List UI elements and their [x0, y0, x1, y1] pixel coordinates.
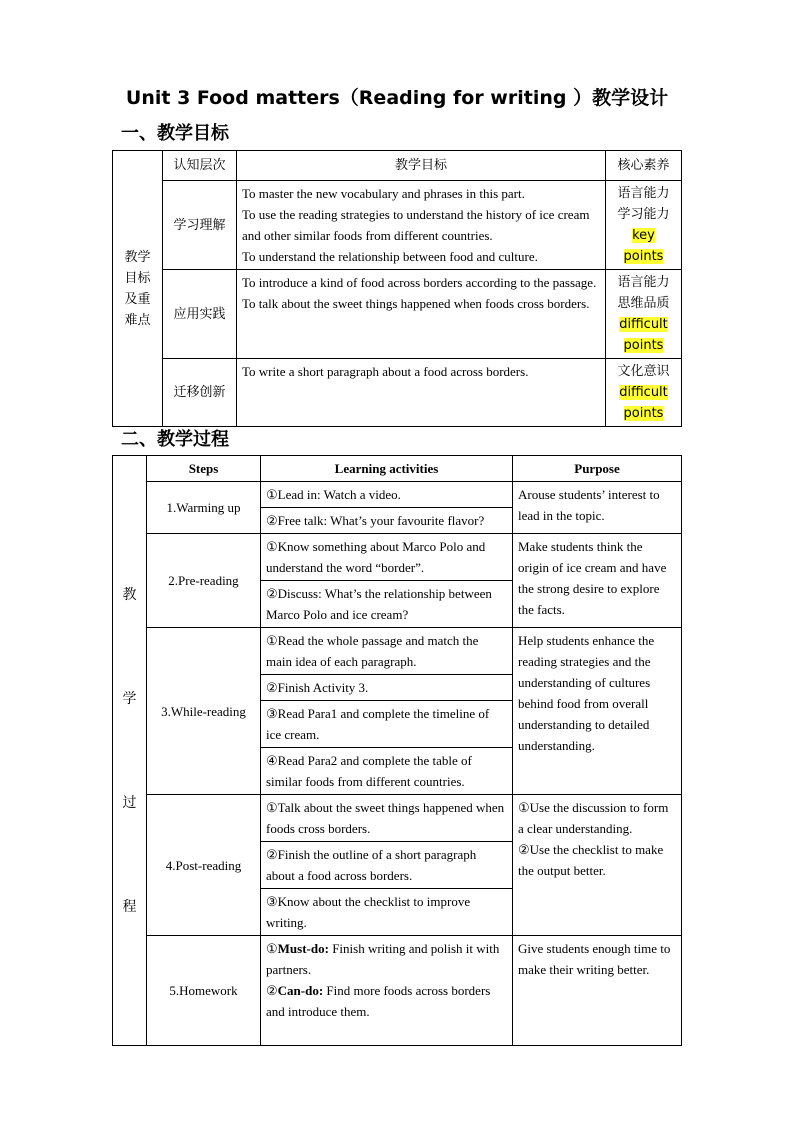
- step-name: 1.Warming up: [147, 482, 261, 534]
- homework-item: [266, 938, 507, 980]
- competency: 语言能力: [617, 275, 670, 290]
- side-label-part: 过: [122, 794, 137, 811]
- key-points-highlight: key points: [623, 228, 664, 264]
- goals-cell: [237, 359, 606, 427]
- goal-line: To use the reading strategies to understand the history of ice cream and other similar foods from different countries.: [242, 207, 590, 243]
- goals-cell: [237, 270, 606, 359]
- step-name: 3.While-reading: [147, 628, 261, 795]
- activity-cell: ③Know about the checklist to improve writing.: [261, 889, 513, 936]
- process-side-label: [113, 456, 147, 1046]
- objectives-side-label: [113, 151, 163, 427]
- activity-cell: ②Discuss: What’s the relationship between Marco Polo and ice cream?: [261, 581, 513, 628]
- homework-marker: ①: [266, 941, 278, 956]
- section-heading-objectives: 一、教学目标: [121, 123, 229, 144]
- goal-line: To master the new vocabulary and phrases in this part.: [242, 186, 525, 201]
- activity-cell: ②Free talk: What’s your favourite flavor?: [261, 508, 513, 534]
- activity-cell: ①Know something about Marco Polo and understand the word “border”.: [261, 534, 513, 581]
- goal-line: To talk about the sweet things happened when foods cross borders.: [242, 296, 590, 311]
- homework-text: Finish writing and polish it with partners.: [266, 941, 500, 977]
- level-cell: 学习理解: [163, 181, 237, 270]
- header-steps: Steps: [147, 456, 261, 482]
- competency: 学习能力: [617, 207, 670, 222]
- purpose-line: ①Use the discussion to form a clear understanding.: [518, 800, 669, 836]
- level-cell: 迁移创新: [163, 359, 237, 427]
- step-name: 2.Pre-reading: [147, 534, 261, 628]
- side-label-part: 教学: [124, 249, 151, 265]
- homework-item: [266, 980, 507, 1022]
- purpose-cell: Give students enough time to make their writing better.: [513, 936, 682, 1046]
- homework-marker: ②: [266, 983, 278, 998]
- section-heading-process: 二、教学过程: [121, 429, 229, 450]
- side-label-part: 教: [122, 586, 137, 603]
- goals-cell: [237, 181, 606, 270]
- step-name: 5.Homework: [147, 936, 261, 1046]
- header-level: 认知层次: [163, 151, 237, 181]
- header-competency: 核心素养: [606, 151, 682, 181]
- difficult-points-highlight: difficult points: [619, 385, 668, 421]
- homework-text: Find more foods across borders and introduce them.: [266, 983, 491, 1019]
- activity-cell: ②Finish Activity 3.: [261, 675, 513, 701]
- header-activities: Learning activities: [261, 456, 513, 482]
- header-purpose: Purpose: [513, 456, 682, 482]
- purpose-cell: Help students enhance the reading strategies and the understanding of cultures behind food from overall understanding to detailed understanding.: [513, 628, 682, 795]
- purpose-cell: Arouse students’ interest to lead in the topic.: [513, 482, 682, 534]
- side-label-part: 目标: [124, 270, 151, 286]
- step-name: 4.Post-reading: [147, 795, 261, 936]
- purpose-cell: [513, 795, 682, 936]
- purpose-cell: Make students think the origin of ice cream and have the strong desire to explore the facts.: [513, 534, 682, 628]
- difficult-points-highlight: difficult points: [619, 317, 668, 353]
- goal-line: To introduce a kind of food across borders according to the passage.: [242, 275, 597, 290]
- side-label-part: 学: [122, 690, 137, 707]
- side-label-part: 程: [122, 898, 137, 915]
- competency-cell: [606, 270, 682, 359]
- activity-cell: ②Finish the outline of a short paragraph about a food across borders.: [261, 842, 513, 889]
- competency: 语言能力: [617, 186, 670, 201]
- competency: 思维品质: [617, 296, 670, 311]
- competency-cell: [606, 181, 682, 270]
- objectives-table: [112, 150, 682, 427]
- activity-cell: ④Read Para2 and complete the table of similar foods from different countries.: [261, 748, 513, 795]
- purpose-line: ②Use the checklist to make the output better.: [518, 842, 664, 878]
- goal-line: To write a short paragraph about a food across borders.: [242, 364, 529, 379]
- competency: 文化意识: [617, 364, 670, 379]
- side-label-part: 及重: [124, 291, 151, 307]
- homework-label: Must-do:: [277, 941, 329, 956]
- homework-cell: [261, 936, 513, 1046]
- header-goals: 教学目标: [237, 151, 606, 181]
- goal-line: To understand the relationship between food and culture.: [242, 249, 538, 264]
- activity-cell: ①Lead in: Watch a video.: [261, 482, 513, 508]
- homework-label: Can-do:: [277, 983, 324, 998]
- activity-cell: ①Read the whole passage and match the main idea of each paragraph.: [261, 628, 513, 675]
- page-title: Unit 3 Food matters（Reading for writing ）教学设计: [125, 87, 669, 109]
- side-label-part: 难点: [124, 312, 151, 328]
- activity-cell: ③Read Para1 and complete the timeline of ice cream.: [261, 701, 513, 748]
- competency-cell: [606, 359, 682, 427]
- process-table: [112, 455, 682, 1046]
- level-cell: 应用实践: [163, 270, 237, 359]
- activity-cell: ①Talk about the sweet things happened when foods cross borders.: [261, 795, 513, 842]
